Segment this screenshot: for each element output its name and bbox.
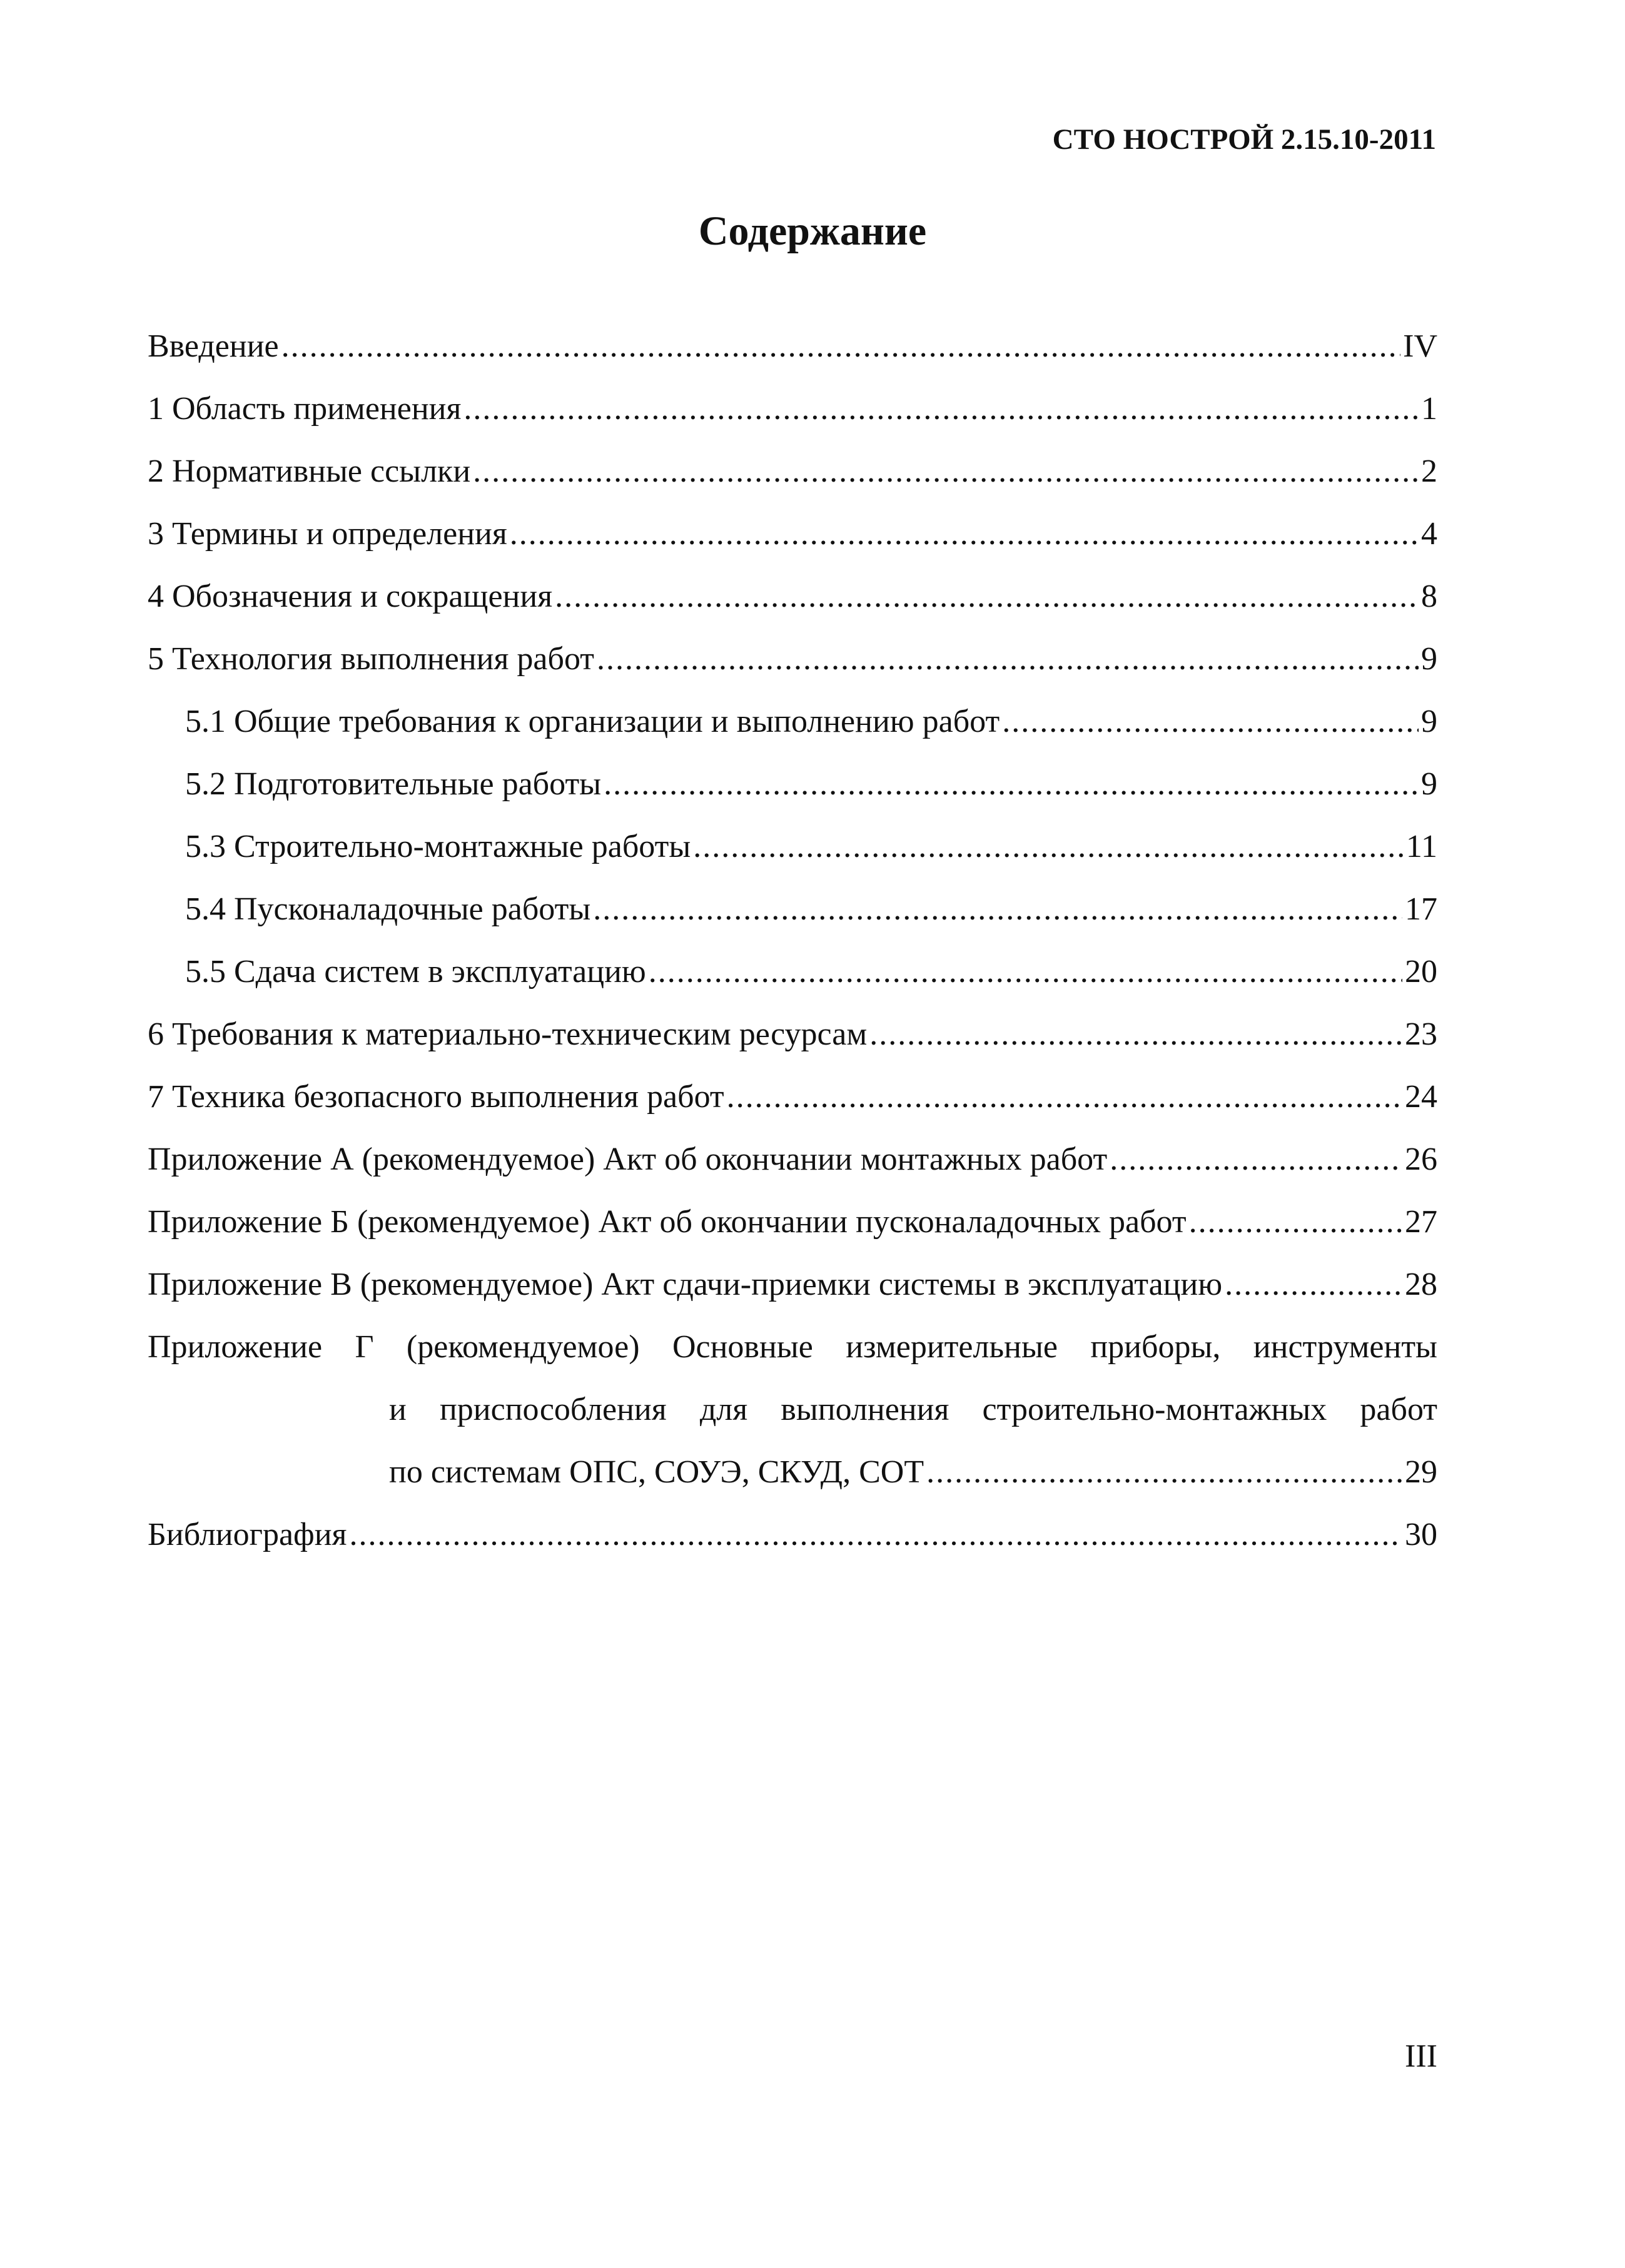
toc-entry-label: 3 Термины и определения bbox=[148, 516, 507, 552]
toc-leader-dots bbox=[463, 390, 1419, 427]
toc-entry-label: Приложение Б (рекомендуемое) Акт об окончании пусконаладочных работ bbox=[148, 1204, 1187, 1240]
toc-entry-page: 27 bbox=[1405, 1204, 1437, 1240]
toc-entry-label: 5.1 Общие требования к организации и выполнению работ bbox=[185, 704, 1000, 739]
toc-entry-label-line-1: Приложение Г (рекомендуемое) Основные измерительные приборы, инструменты bbox=[148, 1329, 1437, 1365]
toc-leader-dots bbox=[473, 453, 1419, 490]
toc-entry-page: 17 bbox=[1405, 891, 1437, 927]
toc-entry-section-3[interactable] bbox=[148, 515, 1437, 578]
toc-entry-bibliography[interactable] bbox=[148, 1516, 1437, 1579]
toc-entry-page: 9 bbox=[1421, 641, 1437, 677]
toc-leader-dots bbox=[1002, 703, 1419, 740]
toc-leader-dots bbox=[604, 766, 1419, 802]
toc-entry-label: 5 Технология выполнения работ bbox=[148, 641, 594, 677]
toc-entry-section-1[interactable] bbox=[148, 390, 1437, 453]
toc-entry-page: 2 bbox=[1421, 453, 1437, 489]
toc-entry-page: 9 bbox=[1421, 704, 1437, 739]
toc-leader-dots bbox=[727, 1078, 1402, 1115]
toc-entry-label: 1 Область применения bbox=[148, 391, 462, 427]
toc-leader-dots bbox=[349, 1516, 1402, 1553]
toc-entry-appendix-v[interactable] bbox=[148, 1266, 1437, 1329]
toc-entry-page: 29 bbox=[1405, 1454, 1437, 1490]
toc-entry-label: 5.4 Пусконаладочные работы bbox=[185, 891, 591, 927]
toc-entry-line bbox=[148, 1454, 1437, 1516]
toc-leader-dots bbox=[281, 328, 1401, 365]
toc-entry-section-5-3[interactable] bbox=[148, 828, 1437, 891]
toc-entry-label: Введение bbox=[148, 328, 279, 364]
toc-leader-dots bbox=[1225, 1266, 1402, 1303]
toc-entry-label: Библиография bbox=[148, 1517, 347, 1552]
toc-leader-dots bbox=[555, 578, 1419, 615]
toc-entry-introduction[interactable] bbox=[148, 328, 1437, 390]
toc-entry-page: 26 bbox=[1405, 1142, 1437, 1177]
table-of-contents bbox=[148, 328, 1437, 1579]
toc-entry-label-line-2: и приспособления для выполнения строительно-монтажных работ bbox=[389, 1392, 1437, 1427]
toc-entry-page: 20 bbox=[1405, 954, 1437, 990]
toc-entry-page: 9 bbox=[1421, 766, 1437, 802]
toc-entry-label: Приложение А (рекомендуемое) Акт об окончании монтажных работ bbox=[148, 1142, 1108, 1177]
toc-entry-appendix-b[interactable] bbox=[148, 1203, 1437, 1266]
toc-entry-section-5[interactable] bbox=[148, 640, 1437, 703]
toc-entry-section-5-1[interactable] bbox=[148, 703, 1437, 766]
toc-leader-dots bbox=[693, 828, 1404, 865]
toc-entry-page: 11 bbox=[1405, 829, 1437, 864]
toc-entry-section-4[interactable] bbox=[148, 578, 1437, 640]
toc-leader-dots bbox=[869, 1016, 1402, 1053]
toc-entry-label: 2 Нормативные ссылки bbox=[148, 453, 471, 489]
toc-entry-page: 23 bbox=[1405, 1016, 1437, 1052]
toc-entry-section-6[interactable] bbox=[148, 1016, 1437, 1078]
toc-entry-section-2[interactable] bbox=[148, 453, 1437, 515]
toc-entry-line bbox=[148, 1391, 1437, 1454]
toc-entry-appendix-a[interactable] bbox=[148, 1141, 1437, 1203]
toc-entry-label: 5.5 Сдача систем в эксплуатацию bbox=[185, 954, 646, 990]
toc-leader-dots bbox=[593, 891, 1402, 928]
page-number: III bbox=[1405, 2038, 1437, 2074]
toc-entry-line bbox=[148, 1329, 1437, 1391]
toc-leader-dots bbox=[1110, 1141, 1402, 1178]
toc-entry-section-5-2[interactable] bbox=[148, 766, 1437, 828]
toc-entry-label: 5.3 Строительно-монтажные работы bbox=[185, 829, 691, 864]
document-code: СТО НОСТРОЙ 2.15.10-2011 bbox=[1052, 123, 1436, 156]
toc-entry-section-5-5[interactable] bbox=[148, 953, 1437, 1016]
toc-entry-page: 1 bbox=[1421, 391, 1437, 427]
toc-entry-label: Приложение В (рекомендуемое) Акт сдачи-приемки системы в эксплуатацию bbox=[148, 1267, 1223, 1302]
toc-entry-label: 4 Обозначения и сокращения bbox=[148, 579, 553, 614]
toc-leader-dots bbox=[926, 1454, 1402, 1491]
toc-entry-page: 4 bbox=[1421, 516, 1437, 552]
toc-leader-dots bbox=[649, 953, 1402, 990]
toc-leader-dots bbox=[1189, 1203, 1402, 1240]
toc-entry-section-5-4[interactable] bbox=[148, 891, 1437, 953]
toc-leader-dots bbox=[510, 515, 1419, 552]
toc-entry-label: 7 Техника безопасного выполнения работ bbox=[148, 1079, 724, 1115]
page-title: Содержание bbox=[698, 208, 927, 254]
toc-entry-page: IV bbox=[1403, 328, 1437, 364]
toc-entry-page: 30 bbox=[1405, 1517, 1437, 1552]
toc-entry-label-line-3: по системам ОПС, СОУЭ, СКУД, СОТ bbox=[389, 1454, 924, 1490]
toc-entry-label: 6 Требования к материально-техническим ресурсам bbox=[148, 1016, 868, 1052]
toc-entry-page: 24 bbox=[1405, 1079, 1437, 1115]
toc-entry-page: 8 bbox=[1421, 579, 1437, 614]
toc-leader-dots bbox=[597, 640, 1419, 677]
toc-entry-page: 28 bbox=[1405, 1267, 1437, 1302]
toc-entry-appendix-g[interactable] bbox=[148, 1329, 1437, 1516]
toc-entry-label: 5.2 Подготовительные работы bbox=[185, 766, 602, 802]
toc-entry-section-7[interactable] bbox=[148, 1078, 1437, 1141]
